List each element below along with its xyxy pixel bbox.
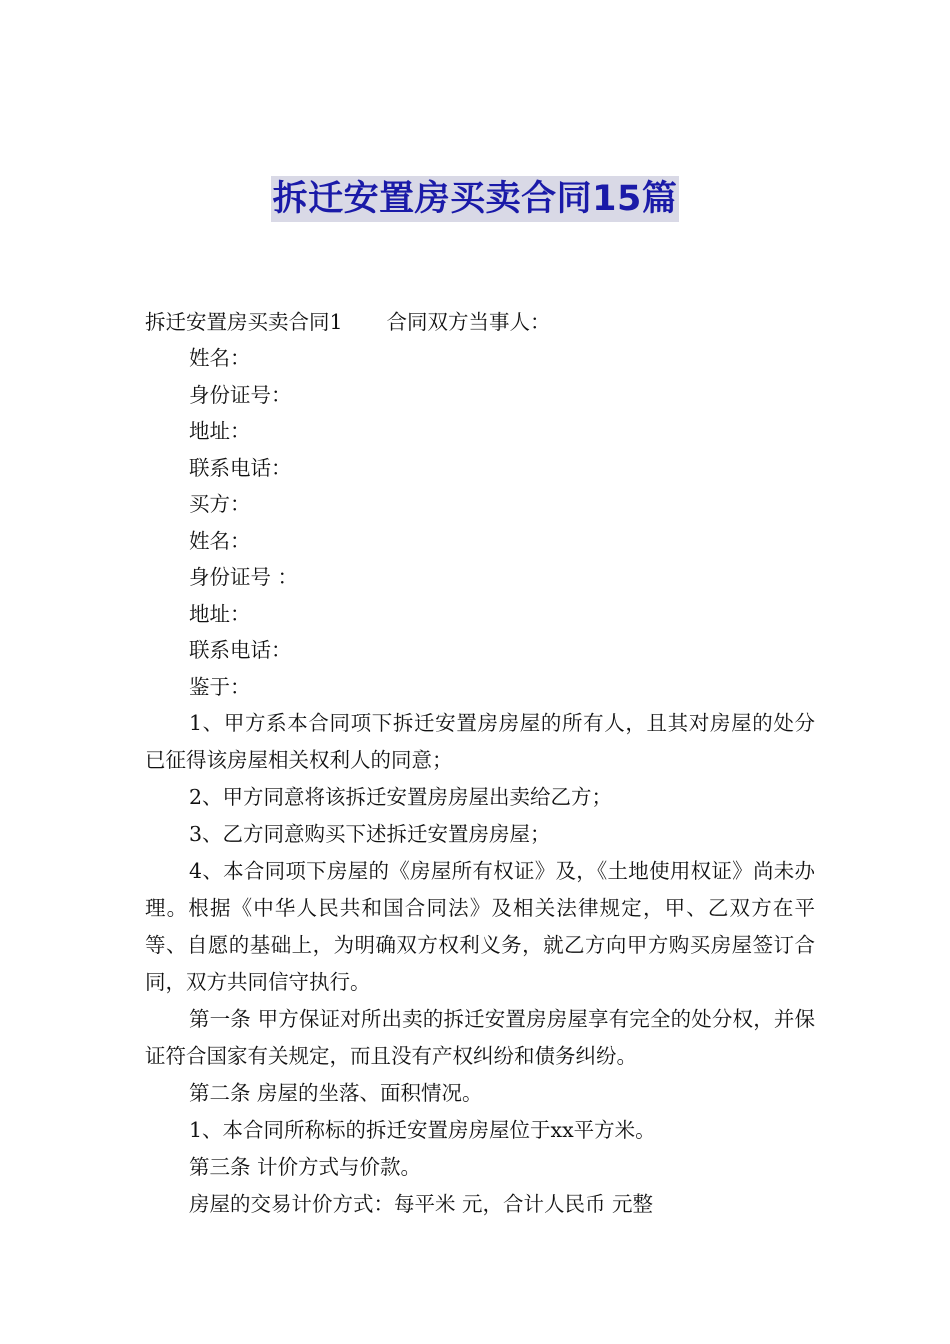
article-1: 第一条 甲方保证对所出卖的拆迁安置房房屋享有完全的处分权，并保证符合国家有关规定，而且没有产权纠纷和债务纠纷。 — [145, 1007, 815, 1068]
paragraph: 2、甲方同意将该拆迁安置房房屋出卖给乙方； — [189, 785, 613, 809]
field-buyer-address: 地址： — [189, 601, 251, 626]
paragraph: 房屋的交易计价方式：每平米 元，合计人民币 元整 — [189, 1192, 654, 1216]
article-2: 第二条 房屋的坐落、面积情况。 — [189, 1081, 483, 1105]
article-3: 第三条 计价方式与价款。 — [189, 1155, 422, 1179]
field-buyer-phone: 联系电话： — [189, 638, 292, 662]
paragraph: 1、甲方系本合同项下拆迁安置房房屋的所有人，且其对房屋的处分已征得该房屋相关权利人的同意； — [145, 711, 815, 772]
field-buyer-id: 身份证号 ： — [189, 565, 299, 589]
title-wrap — [0, 176, 950, 222]
field-buyer-label: 买方： — [189, 492, 251, 516]
document-body — [145, 304, 815, 1223]
field-buyer-name: 姓名： — [189, 528, 251, 553]
field-seller-phone: 联系电话： — [189, 455, 292, 480]
field-whereas: 鉴于： — [189, 674, 251, 699]
field-seller-address: 地址： — [189, 419, 251, 443]
document-title: 拆迁安置房买卖合同15篇 — [271, 176, 680, 222]
field-seller-name: 姓名： — [189, 346, 251, 370]
paragraph: 1、本合同所称标的拆迁安置房房屋位于xx平方米。 — [189, 1118, 656, 1142]
parties-intro: 合同双方当事人： — [386, 310, 551, 334]
section-heading: 拆迁安置房买卖合同1 — [145, 310, 343, 334]
first-line — [145, 304, 815, 340]
paragraph: 4、本合同项下房屋的《房屋所有权证》及，《土地使用权证》尚未办理。根据《中华人民共和国合同法》及相关法律规定，甲、乙双方在平等、自愿的基础上，为明确双方权利义务，就乙方向甲方购买房屋签订合同，双方共同信守执行。 — [145, 859, 815, 994]
paragraph: 3、乙方同意购买下述拆迁安置房房屋； — [189, 822, 551, 846]
field-seller-id: 身份证号： — [189, 382, 292, 407]
